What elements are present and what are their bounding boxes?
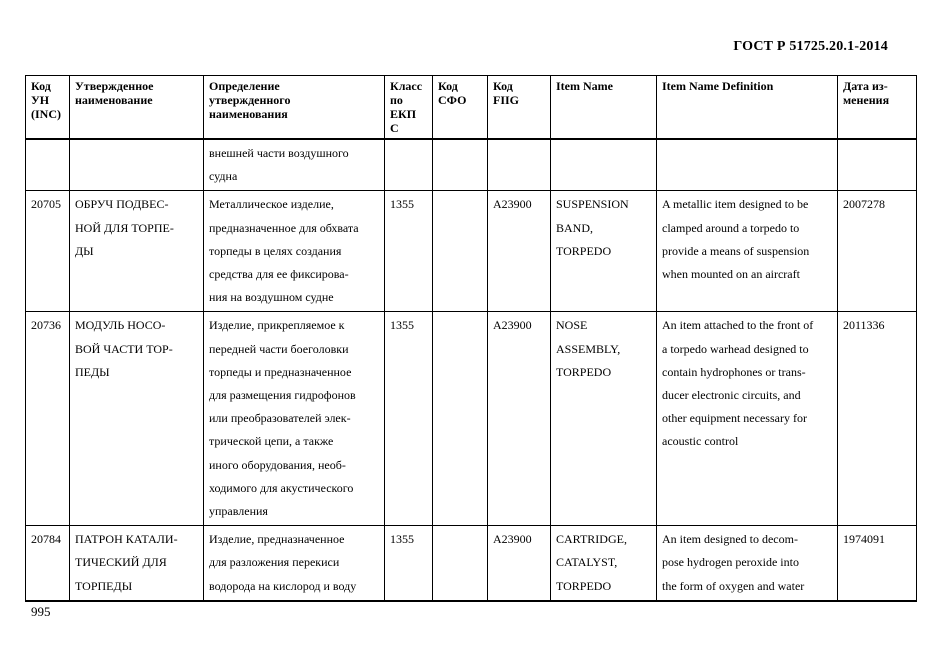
cell-ekps-class: 1355 bbox=[385, 526, 433, 601]
cell-item-name: CARTRIDGE, CATALYST, TORPEDO bbox=[551, 526, 657, 601]
table-row bbox=[26, 312, 917, 526]
cell-inc bbox=[26, 139, 70, 191]
cell-change-date bbox=[838, 139, 917, 191]
header-ekps-class: Класс по ЕКП С bbox=[385, 76, 433, 140]
cell-approved-name bbox=[70, 139, 204, 191]
table-row bbox=[26, 526, 917, 601]
cell-sfo-code bbox=[433, 312, 488, 526]
cell-sfo-code bbox=[433, 139, 488, 191]
cell-item-name-definition: A metallic item designed to be clamped around a torpedo to provide a means of suspension when mounted on an aircraft bbox=[657, 191, 838, 312]
cell-change-date: 2007278 bbox=[838, 191, 917, 312]
cell-item-name-definition: An item attached to the front of a torpedo warhead designed to contain hydrophones or trans- ducer electronic circuits, and other equipment necessary for acoustic control bbox=[657, 312, 838, 526]
table-row-continuation bbox=[26, 139, 917, 191]
cell-definition: Металлическое изделие, предназначенное для обхвата торпеды в целях создания средства для ее фиксирова- ния на воздушном судне bbox=[204, 191, 385, 312]
header-fiig-code: Код FIIG bbox=[488, 76, 551, 140]
table-row bbox=[26, 191, 917, 312]
table-header-row bbox=[26, 76, 917, 140]
cell-item-name-definition bbox=[657, 139, 838, 191]
cell-definition: внешней части воздушного судна bbox=[204, 139, 385, 191]
cell-definition: Изделие, прикрепляемое к передней части боеголовки торпеды и предназначенное для размещения гидрофонов или преобразователей элек- трической цепи, а также иного оборудования, необ- ходимого для акустического управления bbox=[204, 312, 385, 526]
cell-change-date: 2011336 bbox=[838, 312, 917, 526]
header-sfo-code: Код СФО bbox=[433, 76, 488, 140]
cell-fiig-code bbox=[488, 139, 551, 191]
cell-ekps-class: 1355 bbox=[385, 191, 433, 312]
cell-sfo-code bbox=[433, 526, 488, 601]
cell-item-name: SUSPENSION BAND, TORPEDO bbox=[551, 191, 657, 312]
cell-sfo-code bbox=[433, 191, 488, 312]
cell-inc: 20784 bbox=[26, 526, 70, 601]
cell-definition: Изделие, предназначенное для разложения перекиси водорода на кислород и воду bbox=[204, 526, 385, 601]
cell-approved-name: МОДУЛЬ НОСО- ВОЙ ЧАСТИ ТОР- ПЕДЫ bbox=[70, 312, 204, 526]
cell-item-name bbox=[551, 139, 657, 191]
document-standard-id: ГОСТ Р 51725.20.1-2014 bbox=[733, 39, 888, 54]
header-item-name: Item Name bbox=[551, 76, 657, 140]
header-inc: Код УН (INC) bbox=[26, 76, 70, 140]
cell-approved-name: ОБРУЧ ПОДВЕС- НОЙ ДЛЯ ТОРПЕ- ДЫ bbox=[70, 191, 204, 312]
cell-fiig-code: A23900 bbox=[488, 312, 551, 526]
cell-fiig-code: A23900 bbox=[488, 191, 551, 312]
header-approved-name: Утвержденное наименование bbox=[70, 76, 204, 140]
cell-fiig-code: A23900 bbox=[488, 526, 551, 601]
header-definition: Определение утвержденного наименования bbox=[204, 76, 385, 140]
cell-change-date: 1974091 bbox=[838, 526, 917, 601]
cell-item-name: NOSE ASSEMBLY, TORPEDO bbox=[551, 312, 657, 526]
cell-inc: 20705 bbox=[26, 191, 70, 312]
cell-approved-name: ПАТРОН КАТАЛИ- ТИЧЕСКИЙ ДЛЯ ТОРПЕДЫ bbox=[70, 526, 204, 601]
page-number: 995 bbox=[31, 604, 51, 619]
cell-ekps-class: 1355 bbox=[385, 312, 433, 526]
cell-inc: 20736 bbox=[26, 312, 70, 526]
header-item-name-definition: Item Name Definition bbox=[657, 76, 838, 140]
cell-ekps-class bbox=[385, 139, 433, 191]
cell-item-name-definition: An item designed to decom- pose hydrogen peroxide into the form of oxygen and water bbox=[657, 526, 838, 601]
header-change-date: Дата из- менения bbox=[838, 76, 917, 140]
classification-table bbox=[25, 75, 917, 602]
